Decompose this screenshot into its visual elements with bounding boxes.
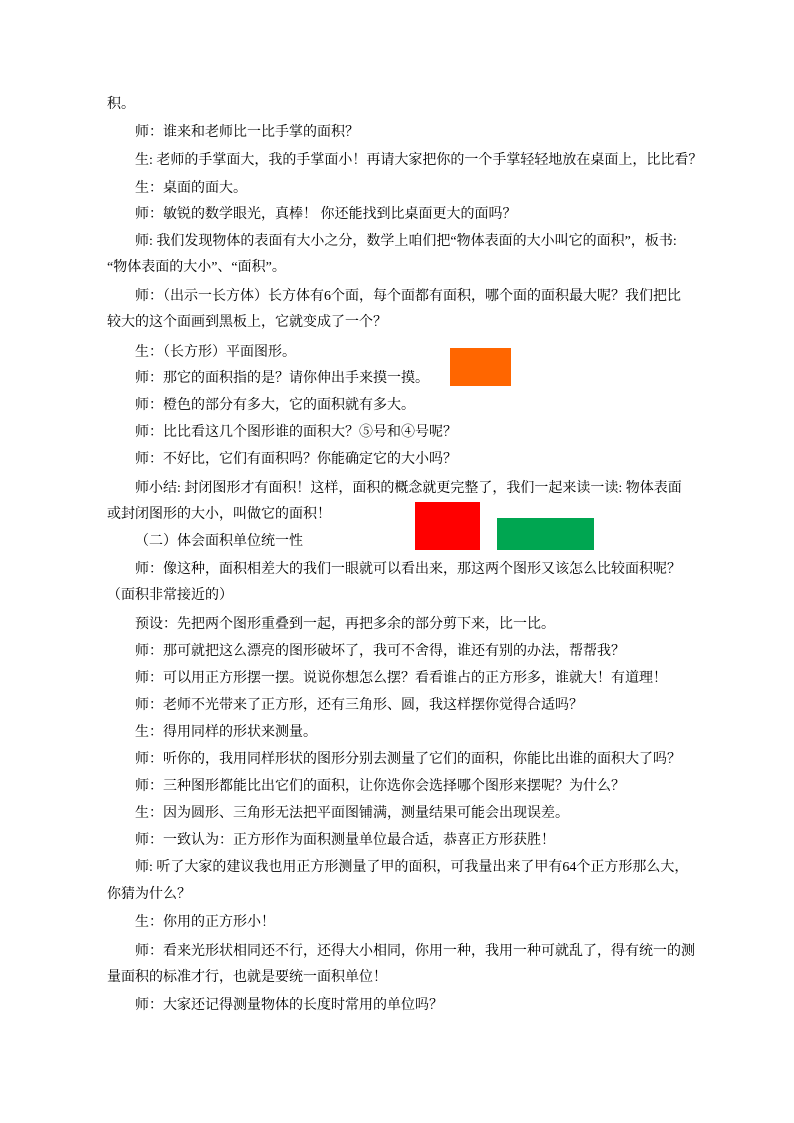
paragraph-4: 生：桌面的面大。 xyxy=(135,181,247,196)
paragraph-19: （面积非常接近的） xyxy=(107,588,233,603)
paragraph-32: 师：看来光形状相同还不行，还得大小相同，你用一种，我用一种可就乱了，得有统一的测 xyxy=(135,944,695,959)
paragraph-30: 你猜为什么？ xyxy=(107,887,191,902)
paragraph-29: 师: 听了大家的建议我也用正方形测量了甲的面积，可我量出来了甲有64个正方形那么大， xyxy=(135,860,689,875)
paragraph-31: 生：你用的正方形小！ xyxy=(135,915,275,930)
paragraph-9: 较大的这个面画到黑板上，它就变成了一个？ xyxy=(107,315,387,330)
section-heading: （二）体会面积单位统一性 xyxy=(135,534,303,549)
paragraph-22: 师：可以用正方形摆一摆。说说你想怎么摆？看看谁占的正方形多，谁就大！有道理！ xyxy=(135,671,667,686)
paragraph-3: 生: 老师的手掌面大，我的手掌面小！再请大家把你的一个手掌轻轻地放在桌面上，比比看？ xyxy=(135,153,703,168)
paragraph-10: 生：（长方形）平面图形。 xyxy=(135,345,296,360)
paragraph-34: 师：大家还记得测量物体的长度时常用的单位吗？ xyxy=(135,998,443,1013)
paragraph-5: 师：敏锐的数学眼光，真棒！ 你还能找到比桌面更大的面吗？ xyxy=(135,207,517,222)
paragraph-1: 积。 xyxy=(107,97,135,112)
paragraph-27: 生：因为圆形、三角形无法把平面图铺满，测量结果可能会出现误差。 xyxy=(135,806,569,821)
paragraph-16: 或封闭图形的大小，叫做它的面积！ xyxy=(107,507,331,522)
orange-rectangle xyxy=(450,348,511,386)
paragraph-7: “物体表面的大小”、“面积”。 xyxy=(107,260,286,275)
paragraph-33: 量面积的标准才行，也就是要统一面积单位！ xyxy=(107,970,387,985)
paragraph-24: 生：得用同样的形状来测量。 xyxy=(135,725,317,740)
paragraph-26: 师：三种图形都能比出它们的面积，让你选你会选择哪个图形来摆呢？为什么？ xyxy=(135,779,625,794)
paragraph-28: 师：一致认为：正方形作为面积测量单位最合适，恭喜正方形获胜！ xyxy=(135,833,555,848)
paragraph-13: 师：比比看这几个图形谁的面积大？⑤号和④号呢？ xyxy=(135,425,457,440)
paragraph-2: 师：谁来和老师比一比手掌的面积？ xyxy=(135,125,359,140)
paragraph-8: 师：（出示一长方体）长方体有6个面，每个面都有面积，哪个面的面积最大呢？我们把比 xyxy=(135,289,681,304)
paragraph-23: 师：老师不光带来了正方形，还有三角形、圆，我这样摆你觉得合适吗？ xyxy=(135,698,583,713)
paragraph-6: 师: 我们发现物体的表面有大小之分，数学上咱们把“物体表面的大小叫它的面积”，板书: xyxy=(135,234,677,249)
green-rectangle xyxy=(497,518,594,550)
paragraph-11: 师：那它的面积指的是？请你伸出手来摸一摸。 xyxy=(135,371,429,386)
paragraph-12: 师：橙色的部分有多大，它的面积就有多大。 xyxy=(135,398,415,413)
paragraph-25: 师：听你的，我用同样形状的图形分别去测量了它们的面积，你能比出谁的面积大了吗？ xyxy=(135,752,681,767)
paragraph-21: 师：那可就把这么漂亮的图形破坏了，我可不舍得，谁还有别的办法，帮帮我？ xyxy=(135,644,625,659)
paragraph-14: 师：不好比，它们有面积吗？你能确定它的大小吗？ xyxy=(135,452,457,467)
paragraph-15: 师小结: 封闭图形才有面积！这样，面积的概念就更完整了，我们一起来读一读: 物体表面 xyxy=(135,481,682,496)
paragraph-20: 预设：先把两个图形重叠到一起，再把多余的部分剪下来，比一比。 xyxy=(135,617,555,632)
paragraph-18: 师：像这种，面积相差大的我们一眼就可以看出来，那这两个图形又该怎么比较面积呢？ xyxy=(135,562,681,577)
red-rectangle xyxy=(415,502,480,550)
